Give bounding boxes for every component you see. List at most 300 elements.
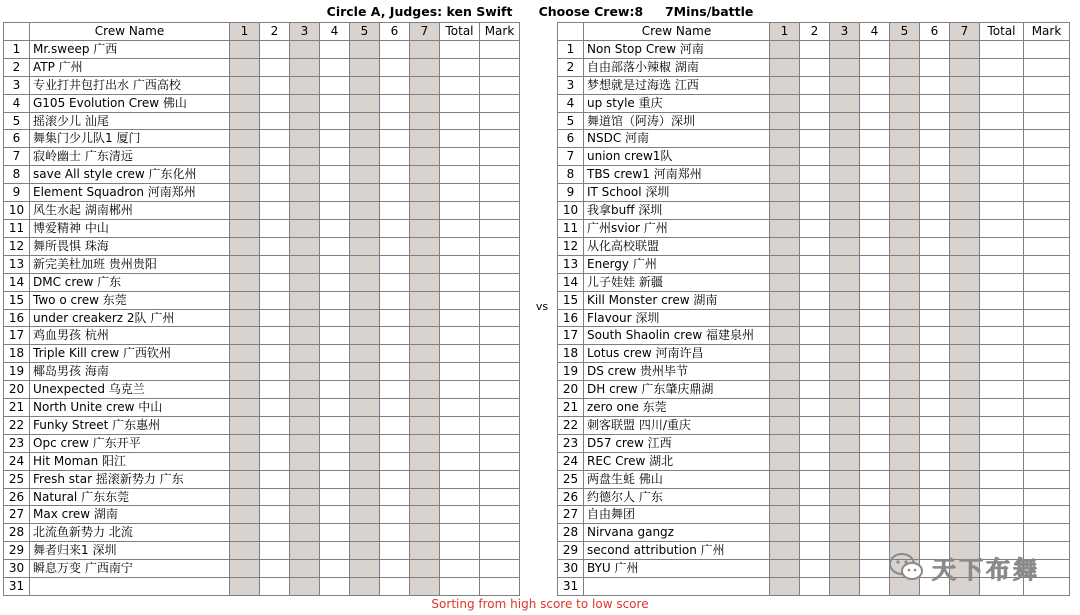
total-cell bbox=[440, 506, 480, 524]
judge-score-cell-6 bbox=[920, 309, 950, 327]
judge-score-cell-3 bbox=[290, 524, 320, 542]
table-row bbox=[558, 219, 1070, 237]
crew-name-cell: Nirvana gangz bbox=[584, 524, 770, 542]
mark-cell bbox=[480, 434, 520, 452]
mark-cell bbox=[1024, 434, 1070, 452]
judge-score-cell-5 bbox=[890, 524, 920, 542]
table-row bbox=[4, 560, 520, 578]
total-cell bbox=[440, 76, 480, 94]
judge-score-cell-1 bbox=[230, 542, 260, 560]
row-number: 19 bbox=[4, 363, 30, 381]
judge-score-cell-1 bbox=[770, 40, 800, 58]
judge-score-cell-4 bbox=[860, 542, 890, 560]
judge-score-cell-4 bbox=[860, 112, 890, 130]
judge-score-cell-1 bbox=[770, 327, 800, 345]
row-number: 25 bbox=[558, 470, 584, 488]
crew-name-cell: DH crew 广东肇庆鼎湖 bbox=[584, 381, 770, 399]
crew-name-cell: 北流鱼新势力 北流 bbox=[30, 524, 230, 542]
total-cell bbox=[440, 255, 480, 273]
judge-score-cell-3 bbox=[290, 345, 320, 363]
judge-score-cell-3 bbox=[290, 381, 320, 399]
judge-score-cell-2 bbox=[800, 166, 830, 184]
judge-score-cell-6 bbox=[380, 506, 410, 524]
judge-score-cell-6 bbox=[380, 237, 410, 255]
judge-score-cell-7 bbox=[410, 470, 440, 488]
total-cell bbox=[980, 94, 1024, 112]
crew-name-cell: Two o crew 东莞 bbox=[30, 291, 230, 309]
judge-score-cell-1 bbox=[230, 381, 260, 399]
judge-score-cell-7 bbox=[410, 40, 440, 58]
table-row bbox=[4, 291, 520, 309]
judge-score-cell-7 bbox=[410, 399, 440, 417]
table-row bbox=[4, 363, 520, 381]
crew-name-cell: DS crew 贵州毕节 bbox=[584, 363, 770, 381]
table-row bbox=[558, 309, 1070, 327]
judge-score-cell-2 bbox=[260, 255, 290, 273]
judge-score-cell-1 bbox=[770, 345, 800, 363]
crew-name-cell bbox=[30, 578, 230, 596]
row-number: 1 bbox=[558, 40, 584, 58]
judge-score-cell-3 bbox=[290, 416, 320, 434]
judge-score-cell-5 bbox=[350, 345, 380, 363]
judge-score-cell-5 bbox=[890, 166, 920, 184]
judge-score-cell-3 bbox=[830, 237, 860, 255]
judge-score-cell-2 bbox=[260, 578, 290, 596]
judge-score-cell-2 bbox=[800, 381, 830, 399]
judge-score-cell-6 bbox=[380, 452, 410, 470]
judge-score-cell-3 bbox=[290, 542, 320, 560]
judge-score-cell-1 bbox=[770, 76, 800, 94]
judge-header-6: 6 bbox=[380, 23, 410, 41]
judge-score-cell-4 bbox=[860, 416, 890, 434]
mark-cell bbox=[1024, 166, 1070, 184]
total-cell bbox=[440, 488, 480, 506]
total-cell bbox=[440, 578, 480, 596]
vs-label: vs bbox=[535, 300, 549, 313]
judge-score-cell-6 bbox=[920, 452, 950, 470]
judge-score-cell-2 bbox=[800, 94, 830, 112]
mark-cell bbox=[1024, 363, 1070, 381]
judge-score-cell-6 bbox=[920, 184, 950, 202]
judge-score-cell-2 bbox=[260, 399, 290, 417]
crew-name-cell: Non Stop Crew 河南 bbox=[584, 40, 770, 58]
table-row bbox=[4, 148, 520, 166]
table-row bbox=[558, 94, 1070, 112]
judge-score-cell-5 bbox=[350, 524, 380, 542]
row-number: 27 bbox=[558, 506, 584, 524]
judge-score-cell-4 bbox=[860, 76, 890, 94]
judge-score-cell-7 bbox=[950, 309, 980, 327]
mark-cell bbox=[480, 399, 520, 417]
mark-cell bbox=[480, 470, 520, 488]
mark-cell bbox=[1024, 452, 1070, 470]
judge-score-cell-2 bbox=[800, 327, 830, 345]
mark-cell bbox=[1024, 202, 1070, 220]
judge-score-cell-2 bbox=[800, 76, 830, 94]
judge-score-cell-4 bbox=[320, 470, 350, 488]
total-cell bbox=[440, 327, 480, 345]
mark-cell bbox=[480, 291, 520, 309]
table-row bbox=[4, 202, 520, 220]
judge-score-cell-6 bbox=[920, 58, 950, 76]
judge-score-cell-5 bbox=[350, 399, 380, 417]
judge-score-cell-1 bbox=[230, 291, 260, 309]
judge-score-cell-3 bbox=[290, 363, 320, 381]
judge-score-cell-1 bbox=[230, 524, 260, 542]
table-row bbox=[4, 470, 520, 488]
judge-score-cell-3 bbox=[290, 40, 320, 58]
judge-score-cell-4 bbox=[860, 560, 890, 578]
judge-score-cell-2 bbox=[260, 166, 290, 184]
judge-score-cell-4 bbox=[320, 76, 350, 94]
table-row bbox=[4, 452, 520, 470]
total-cell bbox=[980, 112, 1024, 130]
judge-header-1: 1 bbox=[770, 23, 800, 41]
judge-header-3: 3 bbox=[830, 23, 860, 41]
total-cell bbox=[980, 327, 1024, 345]
crew-name-cell: 我拿buff 深圳 bbox=[584, 202, 770, 220]
total-cell bbox=[980, 184, 1024, 202]
mark-cell bbox=[480, 273, 520, 291]
judge-score-cell-3 bbox=[290, 184, 320, 202]
table-row bbox=[558, 434, 1070, 452]
circle-judges-label: Circle A, Judges: ken Swift bbox=[326, 3, 513, 19]
judge-score-cell-3 bbox=[830, 560, 860, 578]
judge-score-cell-7 bbox=[410, 166, 440, 184]
judge-score-cell-7 bbox=[950, 184, 980, 202]
row-number: 18 bbox=[558, 345, 584, 363]
judge-score-cell-1 bbox=[770, 488, 800, 506]
judge-score-cell-1 bbox=[230, 506, 260, 524]
row-number: 3 bbox=[558, 76, 584, 94]
judge-score-cell-3 bbox=[290, 327, 320, 345]
mark-cell bbox=[1024, 184, 1070, 202]
watermark-text: 天下布舞 bbox=[932, 555, 1040, 584]
judge-score-cell-5 bbox=[350, 560, 380, 578]
judge-score-cell-5 bbox=[350, 130, 380, 148]
judge-score-cell-3 bbox=[290, 112, 320, 130]
total-cell bbox=[980, 416, 1024, 434]
total-cell bbox=[980, 524, 1024, 542]
mark-cell bbox=[480, 524, 520, 542]
judge-score-cell-6 bbox=[920, 345, 950, 363]
judge-score-cell-5 bbox=[890, 76, 920, 94]
total-cell bbox=[440, 381, 480, 399]
judge-score-cell-3 bbox=[290, 434, 320, 452]
judge-score-cell-6 bbox=[920, 506, 950, 524]
row-number: 23 bbox=[558, 434, 584, 452]
crew-name-cell: Energy 广州 bbox=[584, 255, 770, 273]
judge-score-cell-3 bbox=[290, 130, 320, 148]
judge-score-cell-5 bbox=[350, 76, 380, 94]
judge-score-cell-6 bbox=[920, 166, 950, 184]
judge-score-cell-6 bbox=[920, 76, 950, 94]
row-number: 5 bbox=[558, 112, 584, 130]
total-cell bbox=[980, 506, 1024, 524]
judge-score-cell-1 bbox=[230, 273, 260, 291]
judge-score-cell-6 bbox=[920, 148, 950, 166]
row-number: 2 bbox=[4, 58, 30, 76]
crew-name-cell: Fresh star 摇滚新势力 广东 bbox=[30, 470, 230, 488]
table-row bbox=[558, 327, 1070, 345]
judge-score-cell-2 bbox=[260, 470, 290, 488]
mark-cell bbox=[480, 94, 520, 112]
judge-score-cell-7 bbox=[410, 363, 440, 381]
judge-score-cell-1 bbox=[230, 434, 260, 452]
judge-score-cell-5 bbox=[350, 58, 380, 76]
judge-score-cell-4 bbox=[860, 327, 890, 345]
total-cell bbox=[440, 524, 480, 542]
judge-score-cell-3 bbox=[830, 58, 860, 76]
crew-name-cell: Lotus crew 河南许昌 bbox=[584, 345, 770, 363]
row-number: 30 bbox=[4, 560, 30, 578]
table-row bbox=[558, 255, 1070, 273]
judge-score-cell-6 bbox=[920, 273, 950, 291]
judge-score-cell-1 bbox=[230, 148, 260, 166]
mark-cell bbox=[1024, 112, 1070, 130]
total-cell bbox=[980, 345, 1024, 363]
judge-score-cell-1 bbox=[770, 309, 800, 327]
table-row bbox=[4, 345, 520, 363]
judge-score-cell-2 bbox=[260, 542, 290, 560]
judge-score-cell-3 bbox=[830, 470, 860, 488]
crew-name-cell: IT School 深圳 bbox=[584, 184, 770, 202]
row-number: 13 bbox=[558, 255, 584, 273]
judge-score-cell-4 bbox=[320, 202, 350, 220]
total-cell bbox=[440, 291, 480, 309]
judge-score-cell-5 bbox=[890, 130, 920, 148]
judge-score-cell-5 bbox=[890, 202, 920, 220]
judge-score-cell-7 bbox=[410, 202, 440, 220]
judge-score-cell-7 bbox=[410, 309, 440, 327]
row-number: 30 bbox=[558, 560, 584, 578]
judge-score-cell-4 bbox=[320, 40, 350, 58]
mark-cell bbox=[480, 112, 520, 130]
table-row bbox=[4, 184, 520, 202]
judge-score-cell-7 bbox=[950, 291, 980, 309]
judge-score-cell-7 bbox=[410, 578, 440, 596]
judge-score-cell-2 bbox=[800, 524, 830, 542]
crew-name-cell: Kill Monster crew 湖南 bbox=[584, 291, 770, 309]
judge-score-cell-7 bbox=[950, 273, 980, 291]
mark-cell bbox=[480, 363, 520, 381]
crew-name-cell: 舞道馆（阿涛）深圳 bbox=[584, 112, 770, 130]
table-row bbox=[4, 273, 520, 291]
judge-score-cell-1 bbox=[230, 345, 260, 363]
judge-score-cell-3 bbox=[290, 255, 320, 273]
mark-cell bbox=[1024, 273, 1070, 291]
judge-score-cell-5 bbox=[890, 237, 920, 255]
table-row bbox=[4, 381, 520, 399]
row-number: 24 bbox=[558, 452, 584, 470]
mark-cell bbox=[480, 345, 520, 363]
judge-score-cell-2 bbox=[260, 506, 290, 524]
judge-header-2: 2 bbox=[800, 23, 830, 41]
judge-score-cell-3 bbox=[830, 291, 860, 309]
judge-score-cell-5 bbox=[350, 506, 380, 524]
row-number: 18 bbox=[4, 345, 30, 363]
judge-score-cell-5 bbox=[350, 381, 380, 399]
judge-score-cell-1 bbox=[770, 470, 800, 488]
mark-cell bbox=[1024, 40, 1070, 58]
crew-name-cell: up style 重庆 bbox=[584, 94, 770, 112]
row-number: 24 bbox=[4, 452, 30, 470]
judge-score-cell-6 bbox=[380, 112, 410, 130]
judge-score-cell-1 bbox=[770, 381, 800, 399]
crew-name-cell: 摇滚少儿 汕尾 bbox=[30, 112, 230, 130]
total-cell bbox=[980, 166, 1024, 184]
crew-name-cell: North Unite crew 中山 bbox=[30, 399, 230, 417]
judge-score-cell-5 bbox=[890, 416, 920, 434]
judge-score-cell-5 bbox=[350, 237, 380, 255]
table-row bbox=[4, 76, 520, 94]
row-number: 11 bbox=[4, 219, 30, 237]
mark-cell bbox=[1024, 327, 1070, 345]
judge-score-cell-4 bbox=[860, 399, 890, 417]
mark-cell bbox=[480, 416, 520, 434]
judge-score-cell-3 bbox=[290, 273, 320, 291]
judge-score-cell-2 bbox=[260, 237, 290, 255]
judge-score-cell-5 bbox=[890, 399, 920, 417]
judge-score-cell-6 bbox=[380, 416, 410, 434]
mark-cell bbox=[480, 542, 520, 560]
judge-score-cell-3 bbox=[290, 237, 320, 255]
crew-name-cell: 约德尔人 广东 bbox=[584, 488, 770, 506]
judge-header-2: 2 bbox=[260, 23, 290, 41]
judge-score-cell-4 bbox=[860, 345, 890, 363]
judge-score-cell-5 bbox=[890, 363, 920, 381]
judge-score-cell-7 bbox=[410, 130, 440, 148]
mark-cell bbox=[1024, 309, 1070, 327]
total-cell bbox=[980, 255, 1024, 273]
judge-score-cell-2 bbox=[260, 452, 290, 470]
judge-score-cell-6 bbox=[380, 148, 410, 166]
judge-score-cell-7 bbox=[950, 452, 980, 470]
judge-score-cell-3 bbox=[830, 578, 860, 596]
table-row bbox=[4, 94, 520, 112]
row-number: 17 bbox=[4, 327, 30, 345]
crew-name-cell: 舞集门少儿队1 厦门 bbox=[30, 130, 230, 148]
total-header: Total bbox=[980, 23, 1024, 41]
judge-header-5: 5 bbox=[890, 23, 920, 41]
judge-score-cell-7 bbox=[410, 488, 440, 506]
crew-name-cell: Flavour 深圳 bbox=[584, 309, 770, 327]
judge-score-cell-7 bbox=[410, 273, 440, 291]
judge-score-cell-3 bbox=[830, 184, 860, 202]
judge-score-cell-2 bbox=[800, 112, 830, 130]
table-row bbox=[4, 488, 520, 506]
judge-score-cell-4 bbox=[320, 255, 350, 273]
crew-name-cell: 专业打井包打出水 广西高校 bbox=[30, 76, 230, 94]
table-row bbox=[558, 452, 1070, 470]
judge-score-cell-4 bbox=[860, 166, 890, 184]
total-cell bbox=[440, 237, 480, 255]
judge-score-cell-7 bbox=[950, 219, 980, 237]
row-number: 14 bbox=[4, 273, 30, 291]
judge-score-cell-1 bbox=[770, 399, 800, 417]
judge-header-6: 6 bbox=[920, 23, 950, 41]
row-number: 1 bbox=[4, 40, 30, 58]
judge-score-cell-4 bbox=[860, 524, 890, 542]
crew-name-cell: BYU 广州 bbox=[584, 560, 770, 578]
table-row bbox=[558, 166, 1070, 184]
row-number: 16 bbox=[4, 309, 30, 327]
total-cell bbox=[980, 130, 1024, 148]
judge-score-cell-5 bbox=[350, 184, 380, 202]
mark-cell bbox=[1024, 237, 1070, 255]
judge-score-cell-5 bbox=[890, 148, 920, 166]
mark-cell bbox=[1024, 130, 1070, 148]
total-cell bbox=[440, 130, 480, 148]
judge-score-cell-5 bbox=[890, 94, 920, 112]
total-cell bbox=[440, 452, 480, 470]
judge-score-cell-2 bbox=[800, 273, 830, 291]
total-cell bbox=[440, 363, 480, 381]
judge-score-cell-1 bbox=[230, 363, 260, 381]
judge-score-cell-7 bbox=[410, 94, 440, 112]
judge-score-cell-5 bbox=[350, 202, 380, 220]
mark-cell bbox=[1024, 416, 1070, 434]
table-row bbox=[4, 58, 520, 76]
judge-score-cell-6 bbox=[380, 184, 410, 202]
row-number: 13 bbox=[4, 255, 30, 273]
judge-score-cell-6 bbox=[920, 381, 950, 399]
total-cell bbox=[440, 345, 480, 363]
judge-score-cell-1 bbox=[230, 130, 260, 148]
judge-score-cell-2 bbox=[800, 202, 830, 220]
judge-score-cell-3 bbox=[830, 488, 860, 506]
judge-score-cell-2 bbox=[260, 524, 290, 542]
judge-score-cell-4 bbox=[860, 58, 890, 76]
judge-score-cell-2 bbox=[800, 345, 830, 363]
judge-score-cell-2 bbox=[260, 560, 290, 578]
total-cell bbox=[440, 166, 480, 184]
judge-score-cell-6 bbox=[380, 130, 410, 148]
judge-score-cell-5 bbox=[890, 488, 920, 506]
judge-score-cell-3 bbox=[830, 94, 860, 112]
judge-score-cell-3 bbox=[830, 130, 860, 148]
mark-cell bbox=[480, 381, 520, 399]
table-row bbox=[558, 488, 1070, 506]
judge-score-cell-1 bbox=[770, 416, 800, 434]
judge-score-cell-6 bbox=[380, 273, 410, 291]
judge-score-cell-2 bbox=[800, 578, 830, 596]
judge-score-cell-7 bbox=[410, 291, 440, 309]
judge-score-cell-5 bbox=[350, 470, 380, 488]
judge-score-cell-1 bbox=[230, 94, 260, 112]
judge-score-cell-7 bbox=[410, 112, 440, 130]
judge-score-cell-7 bbox=[410, 416, 440, 434]
judge-score-cell-2 bbox=[800, 291, 830, 309]
judge-score-cell-1 bbox=[770, 184, 800, 202]
mark-cell bbox=[480, 578, 520, 596]
row-number: 22 bbox=[558, 416, 584, 434]
judge-score-cell-2 bbox=[260, 94, 290, 112]
row-number: 23 bbox=[4, 434, 30, 452]
crew-name-cell: Unexpected 乌克兰 bbox=[30, 381, 230, 399]
judge-score-cell-5 bbox=[350, 578, 380, 596]
mark-cell bbox=[1024, 506, 1070, 524]
row-number: 5 bbox=[4, 112, 30, 130]
mark-cell bbox=[480, 58, 520, 76]
judge-score-cell-1 bbox=[230, 416, 260, 434]
row-number: 14 bbox=[558, 273, 584, 291]
crew-name-cell: 博爱精神 中山 bbox=[30, 219, 230, 237]
judge-score-cell-2 bbox=[800, 309, 830, 327]
crew-name-cell: Triple Kill crew 广西钦州 bbox=[30, 345, 230, 363]
judge-score-cell-4 bbox=[860, 381, 890, 399]
judge-score-cell-5 bbox=[350, 309, 380, 327]
